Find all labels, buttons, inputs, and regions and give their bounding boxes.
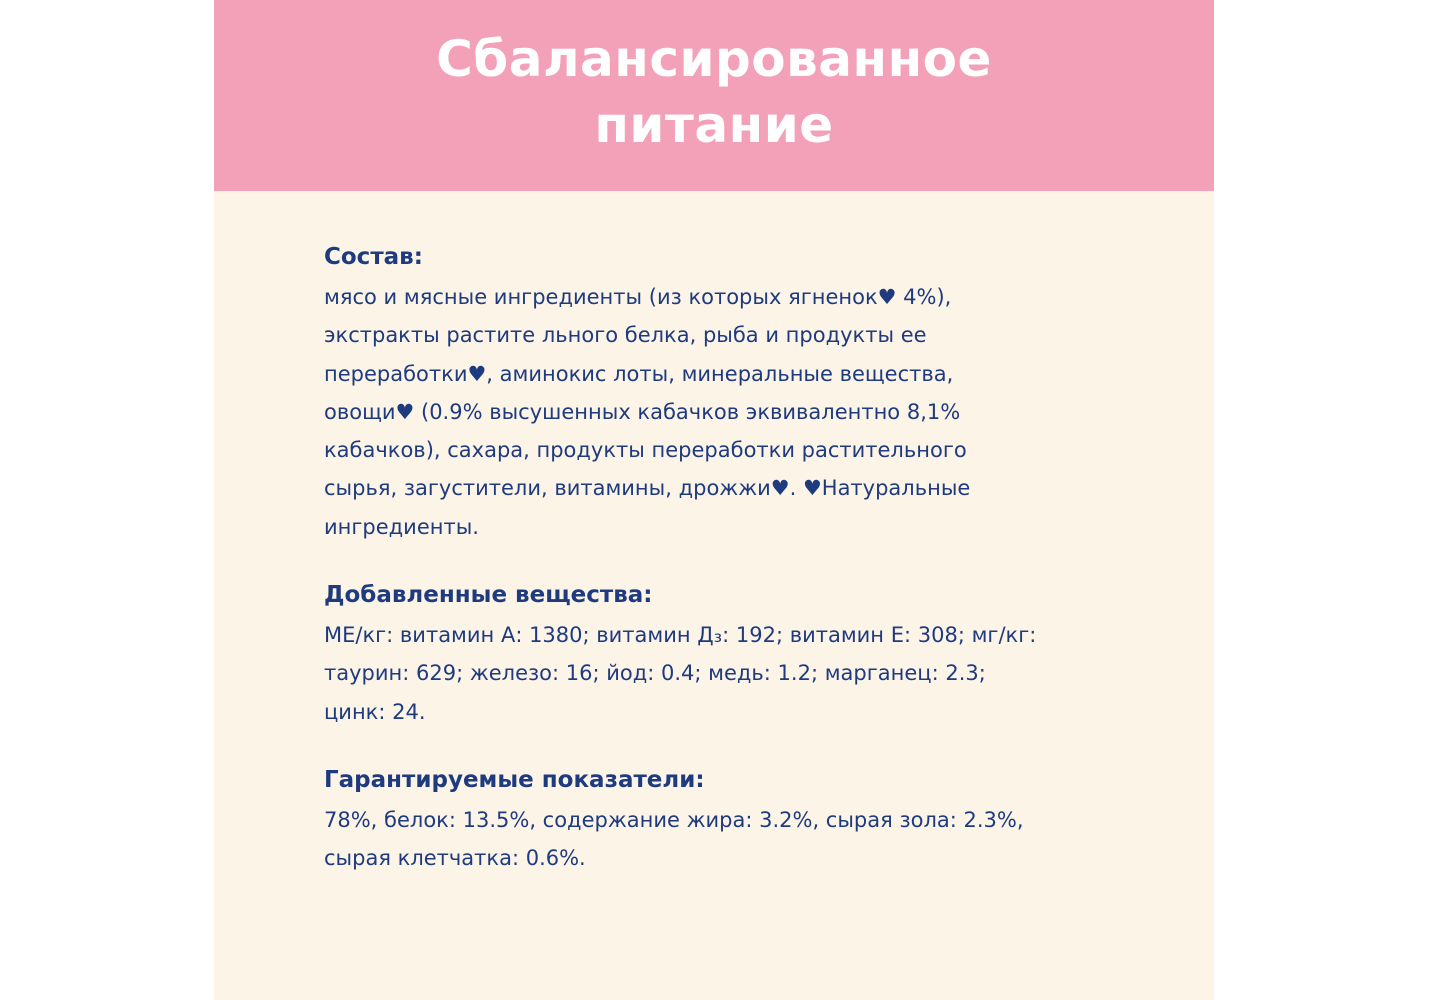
- text-line: мясо и мясные ингредиенты (из которых ягненок♥ 4%),: [324, 285, 952, 309]
- text-line: переработки♥, аминокис лоты, минеральные вещества,: [324, 361, 954, 386]
- product-info-card: [214, 0, 1214, 1000]
- text-line: сырая клетчатка: 0.6%.: [324, 846, 586, 871]
- guaranteed-heading: Гарантируемые показатели:: [324, 767, 705, 793]
- guaranteed-section: [324, 759, 1024, 878]
- title-banner: [214, 0, 1214, 191]
- composition-heading: Состав:: [324, 244, 423, 270]
- text-line: экстракты растите льного белка, рыба и продукты ее: [324, 323, 927, 348]
- page-title-line: питание: [594, 95, 834, 154]
- text-line: сырья, загустители, витамины, дрожжи♥. ♥Натуральные: [324, 476, 971, 501]
- text-line: ингредиенты.: [324, 514, 479, 539]
- text-line: таурин: 629; железо: 16; йод: 0.4; медь: 1.2; марганец: 2.3;: [324, 661, 986, 686]
- guaranteed-text: [324, 801, 1024, 878]
- composition-text: [324, 278, 970, 546]
- composition-section: [324, 236, 970, 546]
- additives-section: [324, 574, 1036, 731]
- text-line: цинк: 24.: [324, 699, 426, 724]
- additives-heading: Добавленные вещества:: [324, 582, 653, 608]
- text-line: 78%, белок: 13.5%, содержание жира: 3.2%, сырая зола: 2.3%,: [324, 808, 1024, 832]
- text-line: МЕ/кг: витамин А: 1380; витамин Д₃: 192; витамин Е: 308; мг/кг:: [324, 623, 1037, 647]
- page-title: [436, 26, 992, 158]
- text-line: овощи♥ (0.9% высушенных кабачков эквивалентно 8,1%: [324, 399, 961, 424]
- additives-text: [324, 616, 1036, 731]
- page-title-line: Сбалансированное: [436, 29, 992, 88]
- text-line: кабачков), сахара, продукты переработки растительного: [324, 438, 967, 463]
